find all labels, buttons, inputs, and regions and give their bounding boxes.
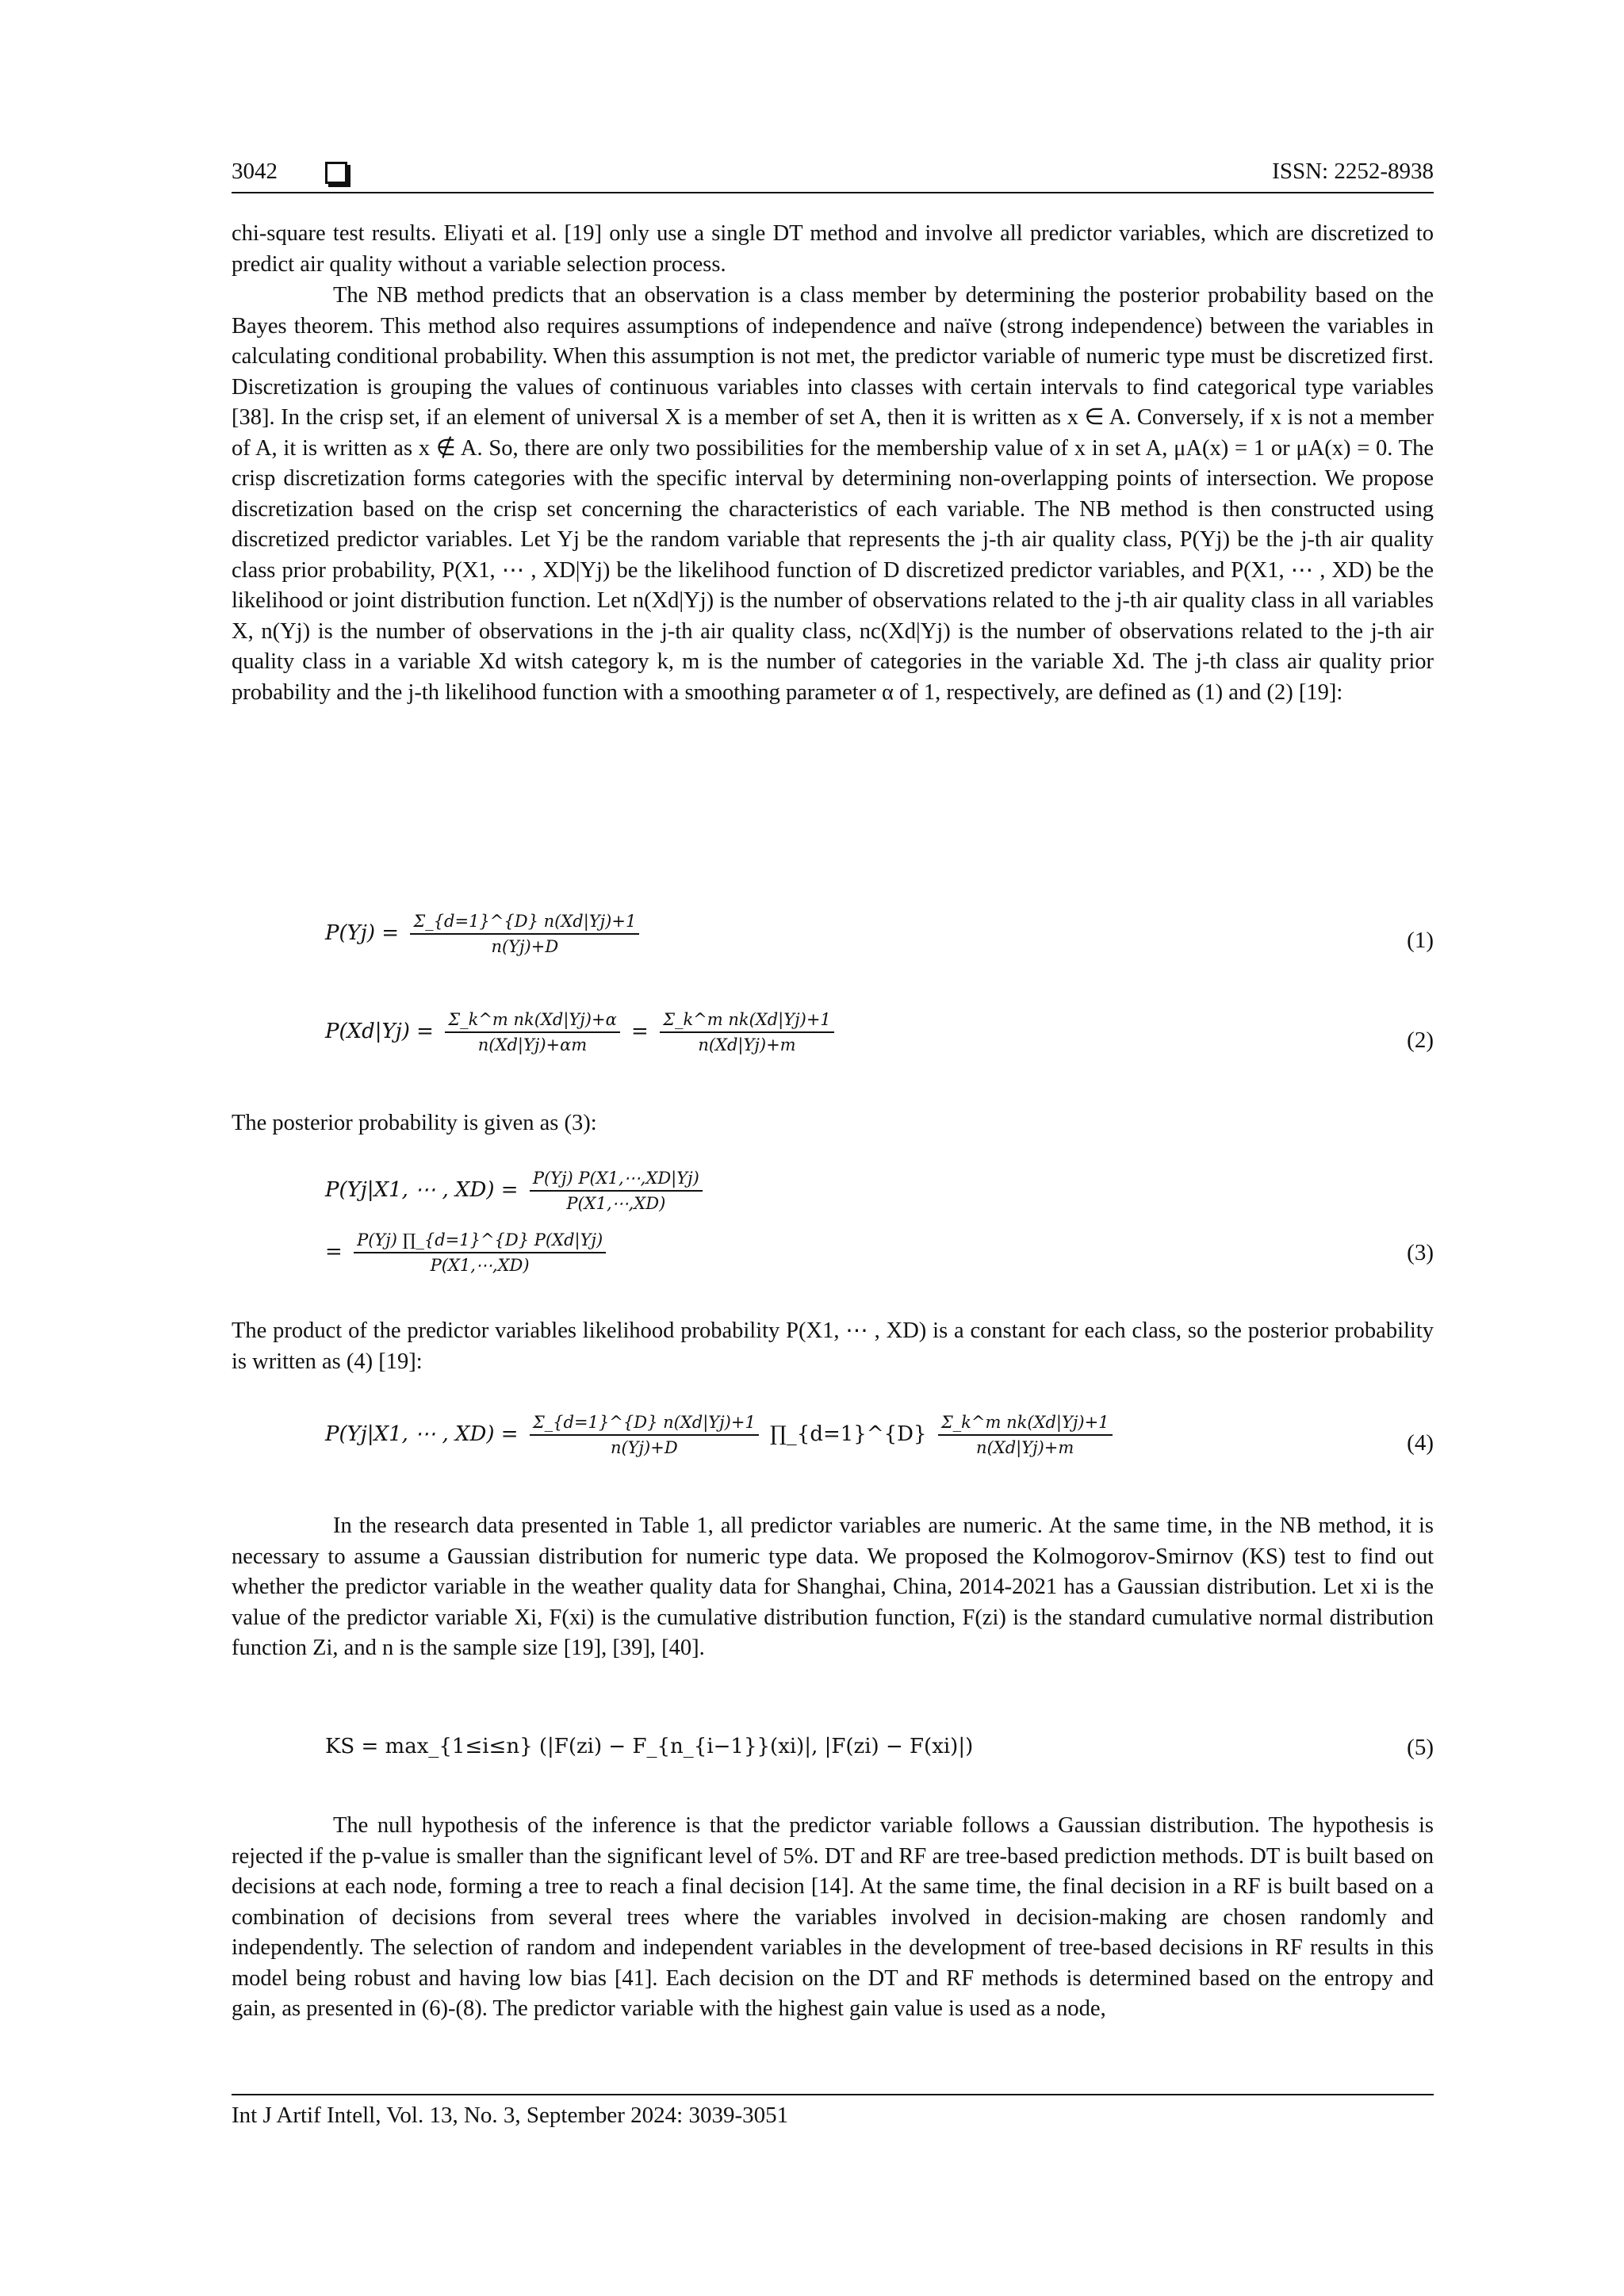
paragraph-6 xyxy=(232,1811,1434,2025)
eq1-numerator: Σ_{d=1}^{D} n(Xd|Yj)+1 xyxy=(410,912,639,935)
eq4-fraction-2 xyxy=(938,1413,1113,1457)
page-number: 3042 xyxy=(232,159,278,184)
header-rule xyxy=(232,192,1434,193)
eq3-denominator-2: P(X1,⋯,XD) xyxy=(430,1256,530,1275)
equation-2: P(Xd|Yj) = $\frac{\text{Σ\_k\textasciicircum{}m nk(Xd|Yj)+α}}{n(Xd|Yj)+\alpha m}$ = $\frac{\text{Σ\_k\textasciicircum{}m nk(Xd|Yj)+1}}{n(Xd|Yj)+m}$ (2) xyxy=(325,1010,1434,1054)
equation-4 xyxy=(325,1413,1434,1457)
eq3-lhs: P(Yj|X1, ⋯ , XD) = xyxy=(325,1178,519,1202)
issn-label: ISSN: 2252-8938 xyxy=(1272,159,1434,184)
paragraph-5 xyxy=(232,1511,1434,1664)
eq4-fraction-1 xyxy=(530,1413,759,1457)
paragraph-1 xyxy=(232,219,1434,280)
eq2-lhs: P(Xd|Yj) = xyxy=(325,1020,434,1043)
square-bullet-icon xyxy=(325,162,347,184)
paragraph-3-text: The posterior probability is given as (3): xyxy=(232,1111,597,1135)
eq2-fraction-2 xyxy=(660,1010,834,1054)
paragraph-3 xyxy=(232,1108,1434,1139)
eq4-lhs: P(Yj|X1, ⋯ , XD) = xyxy=(325,1422,519,1446)
eq4-product: ∏_{d=1}^{D} xyxy=(770,1422,927,1446)
footer-rule xyxy=(232,2094,1434,2095)
eq5-text: KS = max_{1≤i≤n} (|F(zi) − F_{n_{i−1}}(xi)|, |F(zi) − F(xi)|) xyxy=(325,1735,974,1758)
eq3-numerator-1: P(Yj) P(X1,⋯,XD|Yj) xyxy=(530,1169,703,1192)
eq5-label: (5) xyxy=(1407,1735,1434,1760)
eq3-label: (3) xyxy=(1407,1240,1434,1265)
eq2-numerator-2: Σ_k^m nk(Xd|Yj)+1 xyxy=(660,1010,834,1033)
eq2-label: (2) xyxy=(1407,1027,1434,1053)
footer-citation: Int J Artif Intell, Vol. 13, No. 3, September 2024: 3039-3051 xyxy=(232,2103,789,2128)
paper-page xyxy=(232,0,1434,2296)
eq2-fraction-1 xyxy=(445,1010,620,1054)
equation-3: P(Yj|X1, ⋯ , XD) = $\frac{P(Yj) P(X1,\cdots,XD|Yj)}{P(X1,\cdots,XD)}$ = $\frac{P(Yj) \prod\_\{d=1\}\^{}\{D\} P(Xd|Yj)}{P(X1,\cdots,XD)}$ (3) xyxy=(325,1169,1434,1275)
paragraph-6-text: The null hypothesis of the inference is that the predictor variable follows a Gaussian distribution. The hypothesis is rejected if the p-value is smaller than the significant level of 5%. DT and RF are tree-based prediction methods. DT is built based on decisions at each node, forming a tree to reach a final decision [14]. At the same time, the final decision in a RF is built based on a combination of decisions from several trees where the variables involved in decision-making are chosen randomly and independently. The selection of random and independent variables in the development of tree-based decisions in RF results in this model being robust and having low bias [41]. Each decision on the DT and RF methods is determined based on the entropy and gain, as presented in (6)-(8). The predictor variable with the highest gain value is used as a node, xyxy=(232,1813,1434,2021)
page-header xyxy=(232,159,1434,190)
equation-5 xyxy=(325,1735,1434,1758)
eq2-denominator-1: n(Xd|Yj)+αm xyxy=(477,1035,588,1054)
eq3-numerator-2: P(Yj) ∏_{d=1}^{D} P(Xd|Yj) xyxy=(354,1230,606,1253)
eq4-denominator-1: n(Yj)+D xyxy=(610,1438,678,1457)
paragraph-4 xyxy=(232,1316,1434,1377)
eq4-numerator-2: Σ_k^m nk(Xd|Yj)+1 xyxy=(938,1413,1113,1436)
eq3-fraction-1 xyxy=(530,1169,703,1213)
equation-1 xyxy=(325,912,1434,956)
paragraph-2 xyxy=(232,281,1434,708)
paragraph-1-text: chi-square test results. Eliyati et al. [19] only use a single DT method and involve all predictor variables, which are discretized to predict air quality without a variable selection process. xyxy=(232,221,1434,277)
eq1-lhs: P(Yj) = xyxy=(325,921,400,945)
eq4-label: (4) xyxy=(1407,1430,1434,1456)
eq1-label: (1) xyxy=(1407,928,1434,953)
eq3-fraction-2 xyxy=(354,1230,606,1275)
eq4-numerator-1: Σ_{d=1}^{D} n(Xd|Yj)+1 xyxy=(530,1413,759,1436)
paragraph-4-text: The product of the predictor variables likelihood probability P(X1, ⋯ , XD) is a constant for each class, so the posterior probability is written as (4) [19]: xyxy=(232,1318,1434,1374)
eq3-denominator-1: P(X1,⋯,XD) xyxy=(566,1194,666,1213)
paragraph-5-text: In the research data presented in Table 1, all predictor variables are numeric. At the same time, in the NB method, it is necessary to assume a Gaussian distribution for numeric type data. We proposed the Kolmogorov-Smirnov (KS) test to find out whether the predictor variable in the weather quality data for Shanghai, China, 2014-2021 has a Gaussian distribution. Let xi is the value of the predictor variable Xi, F(xi) is the cumulative distribution function, F(zi) is the standard cumulative normal distribution function Zi, and n is the sample size [19], [39], [40]. xyxy=(232,1513,1434,1660)
eq4-denominator-2: n(Xd|Yj)+m xyxy=(976,1438,1074,1457)
eq1-denominator: n(Yj)+D xyxy=(491,937,559,956)
paragraph-2-text: The NB method predicts that an observation is a class member by determining the posterior probability based on the Bayes theorem. This method also requires assumptions of independence and naïve (strong independence) between the variables in calculating conditional probability. When this assumption is not met, the predictor variable of numeric type must be discretized first. Discretization is grouping the values of continuous variables into classes with certain intervals to find categorical type variables [38]. In the crisp set, if an element of universal X is a member of set A, then it is written as x ∈ A. Conversely, if x is not a member of A, it is written as x ∉ A. So, there are only two possibilities for the membership value of x in set A, μA(x) = 1 or μA(x) = 0. The crisp discretization forms categories with the specific interval by determining non-overlapping points of intersection. We propose discretization based on the crisp set concerning the characteristics of each variable. The NB method is then constructed using discretized predictor variables. Let Yj be the random variable that represents the j-th air quality class, P(Yj) be the j-th air quality class prior probability, P(X1, ⋯ , XD|Yj) be the likelihood function of D discretized predictor variables, and P(X1, ⋯ , XD) be the likelihood or joint distribution function. Let n(Xd|Yj) is the number of observations related to the j-th air quality class in all variables X, n(Yj) is the number of observations in the j-th air quality class, nc(Xd|Yj) is the number of observations related to the j-th air quality class in a variable Xd witsh category k, m is the number of categories in the variable Xd. The j-th class air quality prior probability and the j-th likelihood function with a smoothing parameter α of 1, respectively, are defined as (1) and (2) [19]: xyxy=(232,283,1434,705)
eq1-fraction xyxy=(410,912,639,956)
eq2-numerator-1: Σ_k^m nk(Xd|Yj)+α xyxy=(445,1010,620,1033)
eq2-denominator-2: n(Xd|Yj)+m xyxy=(698,1035,796,1054)
